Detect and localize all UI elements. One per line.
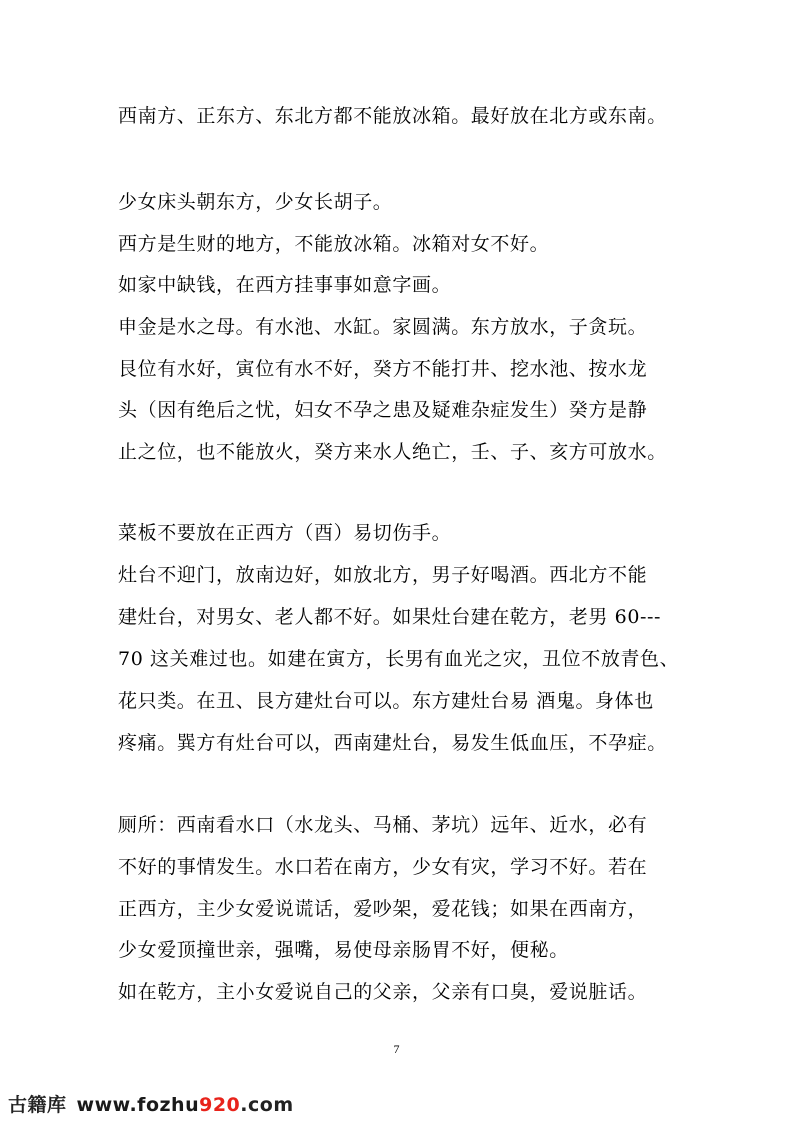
text-line: 正西方，主少女爱说谎话，爱吵架，爱花钱；如果在西南方， xyxy=(118,898,648,920)
text-line: 申金是水之母。有水池、水缸。家圆满。东方放水，子贪玩。 xyxy=(118,316,648,338)
text-line: 花只类。在丑、艮方建灶台可以。东方建灶台易 酒鬼。身体也 xyxy=(118,690,654,712)
text-line: 止之位，也不能放火，癸方来水人绝亡，壬、子、亥方可放水。 xyxy=(118,441,667,463)
text-line: 疼痛。巽方有灶台可以，西南建灶台，易发生低血压，不孕症。 xyxy=(118,732,667,754)
text-line: 西方是生财的地方，不能放冰箱。冰箱对女不好。 xyxy=(118,233,550,255)
text-line: 70 这关难过也。如建在寅方，长男有血光之灾，丑位不放青色、 xyxy=(118,648,680,670)
watermark-url-number: 920 xyxy=(199,1094,241,1116)
text-line: 艮位有水好，寅位有水不好，癸方不能打井、挖水池、按水龙 xyxy=(118,358,648,380)
text-line: 不好的事情发生。水口若在南方，少女有灾，学习不好。若在 xyxy=(118,856,648,878)
page-number: 7 xyxy=(393,1042,400,1056)
text-line: 建灶台，对男女、老人都不好。如果灶台建在乾方，老男 60--- xyxy=(118,606,662,628)
text-line: 灶台不迎门，放南边好，如放北方，男子好喝酒。西北方不能 xyxy=(118,564,648,586)
text-line: 如在乾方，主小女爱说自己的父亲，父亲有口臭，爱说脏话。 xyxy=(118,981,648,1003)
watermark xyxy=(8,1090,294,1117)
text-line: 头（因有绝后之忧，妇女不孕之患及疑难杂症发生）癸方是静 xyxy=(118,399,648,421)
text-line: 少女床头朝东方，少女长胡子。 xyxy=(118,191,393,213)
watermark-url-prefix: www.fozhu xyxy=(76,1094,200,1116)
text-line: 菜板不要放在正西方（酉）易切伤手。 xyxy=(118,522,452,544)
text-line: 少女爱顶撞世亲，强嘴，易使母亲肠胃不好，便秘。 xyxy=(118,939,569,961)
text-line: 厕所：西南看水口（水龙头、马桶、茅坑）远年、近水，必有 xyxy=(118,814,648,836)
watermark-url-suffix: .com xyxy=(240,1094,294,1116)
text-line: 如家中缺钱，在西方挂事事如意字画。 xyxy=(118,274,452,296)
text-line: 西南方、正东方、东北方都不能放冰箱。最好放在北方或东南。 xyxy=(118,105,667,127)
watermark-site-name: 古籍库 xyxy=(8,1094,67,1116)
